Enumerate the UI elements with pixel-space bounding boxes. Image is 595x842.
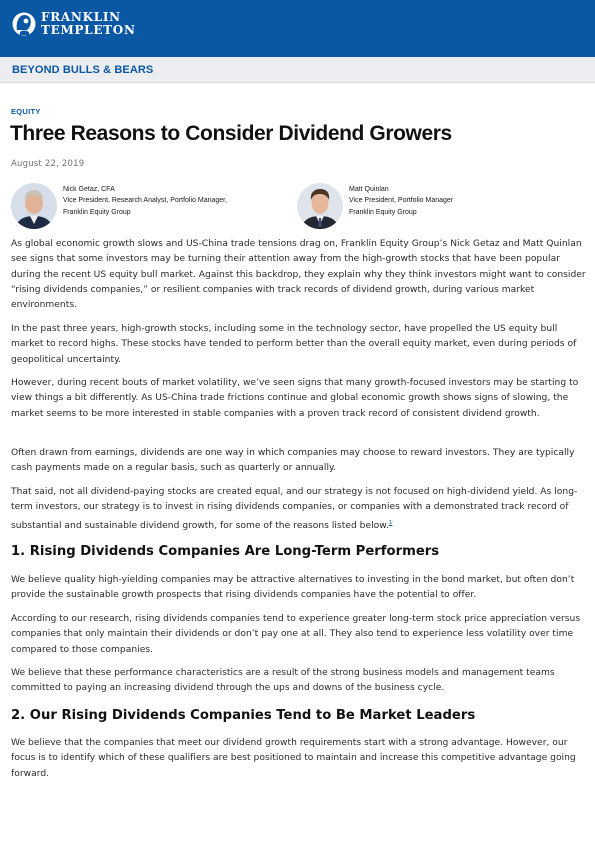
blog-subnav <box>0 57 595 83</box>
category-tag[interactable]: EQUITY <box>11 107 41 116</box>
publish-date: August 22, 2019 <box>11 159 85 169</box>
article-paragraph: We believe that these performance characteristics are a result of the strong business models and management teams committed to paying an increasing dividend through the ups and downs of the business cycle. <box>11 668 555 694</box>
author-group: Franklin Equity Group <box>63 208 131 216</box>
author-photo <box>297 183 343 229</box>
author-role: Vice President, Research Analyst, Portfolio Manager, <box>63 197 228 205</box>
footnote-link[interactable]: 1 <box>388 519 393 526</box>
blog-title-link[interactable]: BEYOND BULLS & BEARS <box>12 64 154 76</box>
article-paragraph: As global economic growth slows and US-China trade tensions drag on, Franklin Equity Group’s Nick Getaz and Matt Quinlan see signs that some investors may be turning their attention away from the high-growth stocks that have been popular during the recent US equity bull market. Against this backdrop, they explain why they think investors might want to consider “rising dividends companies,” or resilient companies with track records of dividend growth, during various market environments. <box>11 239 586 311</box>
logo-line-2: TEMPLETON <box>41 23 136 37</box>
section-heading: 2. Our Rising Dividends Companies Tend to Be Market Leaders <box>11 708 476 723</box>
franklin-portrait-icon <box>12 10 36 38</box>
paragraph-text: That said, not all dividend-paying stocks are created equal, and our strategy is not focused on high-dividend yield. As long-term investors, our strategy is to invest in rising dividends companies, or companies with a demonstrated track record of substantial and sustainable dividend growth, for some of the reasons listed below. <box>11 487 578 531</box>
section-heading: 1. Rising Dividends Companies Are Long-Term Performers <box>11 544 440 559</box>
logo-wordmark <box>41 11 136 37</box>
article-paragraph: Often drawn from earnings, dividends are one way in which companies may choose to reward investors. They are typically cash payments made on a regular basis, such as quarterly or annually. <box>11 448 575 474</box>
franklin-templeton-logo[interactable] <box>12 10 136 38</box>
author-card <box>11 183 227 229</box>
author-card <box>297 183 453 229</box>
author-photo <box>11 183 57 229</box>
article-paragraph: In the past three years, high-growth stocks, including some in the technology sector, have propelled the US equity bull market to record highs. These stocks have tended to perform better than the overall equity market, even during periods of geopolitical uncertainty. <box>11 324 577 365</box>
author-info <box>349 184 453 218</box>
article-paragraph: We believe quality high-yielding companies may be attractive alternatives to investing in the bond market, but often don’t provide the sustainable growth prospects that rising dividends companies have the potential to offer. <box>11 575 575 601</box>
logo-line-1: FRANKLIN <box>41 10 121 24</box>
article-title: Three Reasons to Consider Dividend Growers <box>10 122 452 145</box>
author-role: Vice President, Portfolio Manager <box>349 197 454 205</box>
author-name[interactable]: Matt Quinlan <box>349 186 389 193</box>
author-info <box>63 184 227 218</box>
header-bar <box>0 0 595 57</box>
author-group: Franklin Equity Group <box>349 208 417 216</box>
author-name[interactable]: Nick Getaz, CFA <box>63 186 115 193</box>
article-paragraph: According to our research, rising dividends companies tend to experience greater long-term stock price appreciation versus companies that only maintain their dividends or don’t pay one at all. They also tend to experience less volatility over time compared to those companies. <box>11 614 581 655</box>
article-paragraph: We believe that the companies that meet our dividend growth requirements start with a strong advantage. However, our focus is to identify which of these qualifiers are best positioned to maintain and increase this competitive advantage going forward. <box>11 738 576 779</box>
article-paragraph <box>11 485 586 534</box>
article-paragraph: However, during recent bouts of market volatility, we’ve seen signs that many growth-focused investors may be starting to view things a bit differently. As US-China trade frictions continue and global economic growth shows signs of slowing, the market seems to be more interested in stable companies with a proven track record of consistent dividend growth. <box>11 378 579 419</box>
